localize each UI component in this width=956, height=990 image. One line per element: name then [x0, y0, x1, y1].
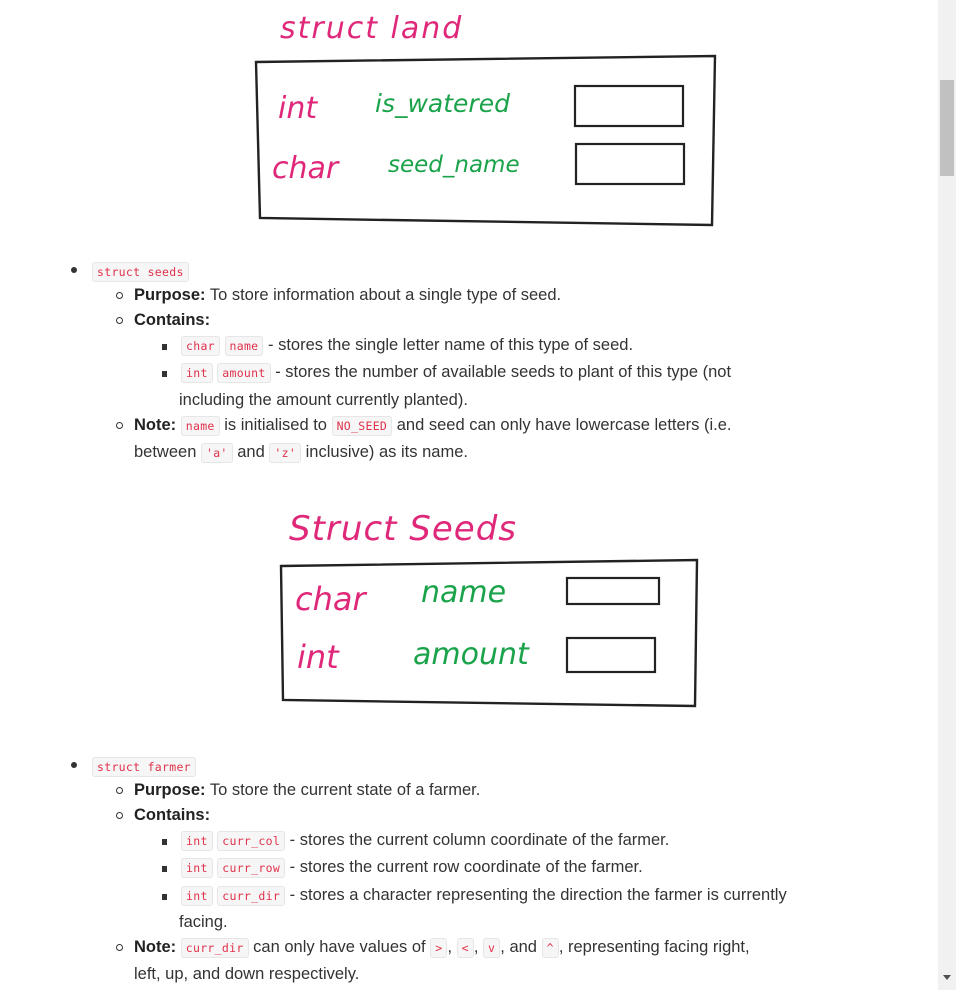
seeds-field-type-2: int [297, 638, 339, 676]
farmer-item-1-type: int [181, 831, 213, 851]
seeds-purpose-text: To store information about a single type of seed. [209, 286, 562, 304]
seeds-item-2-name: amount [217, 363, 270, 383]
seeds-item-1-type: char [181, 336, 220, 356]
farmer-item-2-type: int [181, 858, 213, 878]
farmer-note-sep-2: , [473, 938, 479, 956]
bullet-farmer-note [116, 944, 123, 951]
scrollbar-thumb[interactable] [940, 80, 954, 176]
seeds-purpose-label: Purpose: [134, 286, 206, 304]
scroll-down-arrow-icon[interactable] [943, 975, 951, 980]
land-title: struct land [280, 11, 464, 46]
farmer-purpose-label: Purpose: [134, 781, 206, 799]
land-field-name-2: seed_name [388, 152, 520, 178]
bullet-farmer-item-3 [162, 894, 167, 900]
seeds-note-text-3: between [134, 443, 197, 461]
seeds-item-1-name: name [225, 336, 264, 356]
farmer-note-code-up: v [483, 938, 500, 958]
seeds-item-2-type: int [181, 363, 213, 383]
farmer-item-3-type: int [181, 886, 213, 906]
farmer-note-code-down: ^ [542, 938, 559, 958]
bullet-seeds [71, 267, 77, 273]
bullet-seeds-note [116, 422, 123, 429]
seeds-note-code-z: 'z' [269, 443, 301, 463]
land-field-box-2 [576, 144, 684, 184]
farmer-note-text-1: can only have values of [253, 938, 426, 956]
farmer-note-code-right: > [430, 938, 447, 958]
land-field-type-2: char [272, 151, 339, 186]
farmer-note-code-curr-dir: curr_dir [181, 938, 249, 958]
farmer-item-2-text: - stores the current row coordinate of the farmer. [289, 858, 643, 876]
bullet-seeds-item-2 [162, 371, 167, 377]
seeds-field-type-1: char [295, 580, 366, 618]
land-field-type-1: int [278, 91, 318, 126]
bullet-farmer-item-2 [162, 866, 167, 872]
farmer-item-3-text-cont: facing. [179, 913, 228, 931]
seeds-field-box-1 [567, 578, 659, 604]
bullet-farmer-purpose [116, 787, 123, 794]
heading-struct-seeds: struct seeds [92, 262, 189, 282]
farmer-item-2-name: curr_row [217, 858, 285, 878]
bullet-farmer-item-1 [162, 839, 167, 845]
heading-struct-farmer: struct farmer [92, 757, 196, 777]
seeds-note-text-4: and [237, 443, 265, 461]
bullet-farmer [71, 762, 77, 768]
farmer-note-text-2: , representing facing right, [558, 938, 750, 956]
seeds-title: Struct Seeds [289, 509, 517, 549]
seeds-note-code-no-seed: NO_SEED [332, 416, 393, 436]
struct-land-figure [250, 0, 730, 235]
farmer-purpose-text: To store the current state of a farmer. [209, 781, 481, 799]
seeds-note-text-2: and seed can only have lowercase letters (i.e. [396, 416, 732, 434]
seeds-note-text-5: inclusive) as its name. [305, 443, 468, 461]
farmer-note-text-3: left, up, and down respectively. [134, 965, 360, 983]
farmer-item-3-name: curr_dir [217, 886, 285, 906]
bullet-seeds-purpose [116, 292, 123, 299]
seeds-item-2-text: - stores the number of available seeds to plant of this type (not [275, 363, 732, 381]
bullet-seeds-contains [116, 317, 123, 324]
seeds-item-1-text: - stores the single letter name of this type of seed. [268, 336, 634, 354]
land-field-name-1: is_watered [375, 89, 510, 118]
farmer-item-1-name: curr_col [217, 831, 285, 851]
bullet-seeds-item-1 [162, 344, 167, 350]
seeds-note-label: Note: [134, 416, 177, 434]
seeds-note-code-name: name [181, 416, 220, 436]
seeds-contains-label: Contains: [134, 311, 211, 329]
farmer-contains-label: Contains: [134, 806, 211, 824]
farmer-note-sep-3: , and [500, 938, 537, 956]
farmer-note-code-left: < [457, 938, 474, 958]
seeds-field-box-2 [567, 638, 655, 672]
bullet-farmer-contains [116, 812, 123, 819]
farmer-note-label: Note: [134, 938, 177, 956]
seeds-note-code-a: 'a' [201, 443, 233, 463]
seeds-item-2-text-cont: including the amount currently planted). [179, 391, 468, 409]
farmer-item-1-text: - stores the current column coordinate of the farmer. [289, 831, 670, 849]
struct-seeds-figure [275, 488, 705, 713]
land-field-box-1 [575, 86, 683, 126]
seeds-field-name-1: name [421, 575, 507, 610]
seeds-field-name-2: amount [413, 637, 529, 672]
seeds-note-text-1: is initialised to [224, 416, 327, 434]
farmer-note-sep-1: , [447, 938, 453, 956]
farmer-item-3-text: - stores a character representing the direction the farmer is currently [289, 886, 787, 904]
